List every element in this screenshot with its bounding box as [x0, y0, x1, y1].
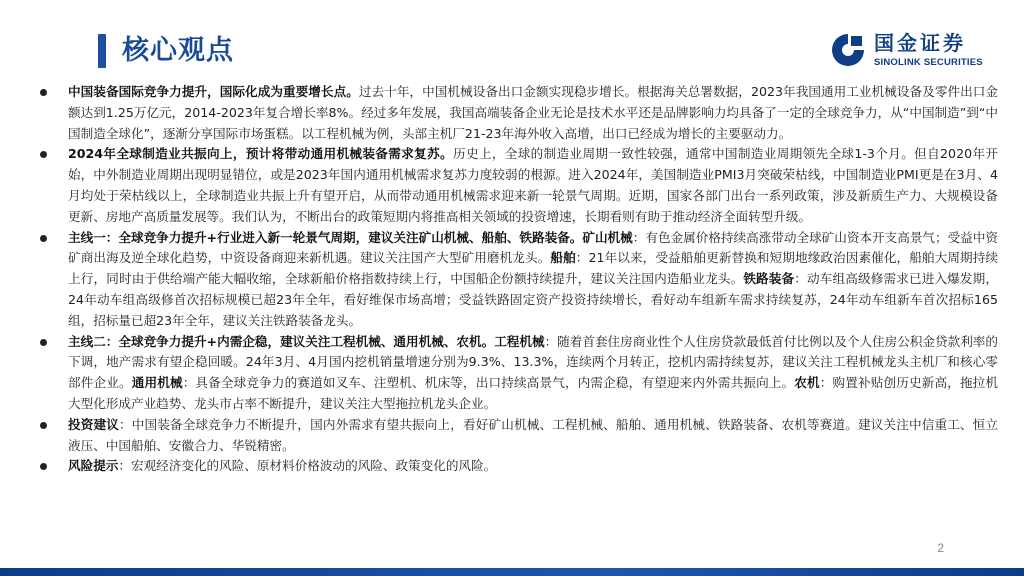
bullet-text [68, 332, 998, 415]
bullet-text [68, 82, 998, 144]
bullet-lead: 中国装备国际竞争力提升，国际化成为重要增长点。 [68, 84, 359, 99]
bullet-point-2 [36, 144, 998, 227]
sub-label: 船舶 [550, 250, 576, 266]
sinolink-logo-icon [830, 32, 866, 68]
bullet-body: 历史上，全球的制造业周期一致性较强，通常中国制造业周期领先全球1-3个月。但自2020年开始，中外制造业周期出现明显错位，或是2023年国内通用机械需求复苏力度较弱的根源。进入2024年，美国制造业PMI3月突破荣枯线，中国制造业PMI更是在3月、4月均处于荣枯线以上，全球制造业共振上升有望开启，从而带动通用机械需求迎来新一轮景气周期。近期，国家各部门出台一系列政策，涉及新质生产力、大规模设备更新、房地产高质量发展等。我们认为，不断出台的政策短期内将推高相关领域的投资增速，长期看则有助于推动经济全面转型升级。 [68, 146, 998, 224]
bullet-body: ：有色金属价格持续高涨带动全球矿山资本开支高景气；受益中资矿商出海及逆全球化趋势，中资设备商迎来新机遇。建议关注国产大型矿用磨机龙头。 [68, 229, 999, 266]
sub-text: ：具备全球竞争力的赛道如叉车、注塑机、机床等，出口持续高景气，内需企稳，有望迎来内外需共振向上。 [182, 375, 795, 391]
sub-text: ：动车组高级修需求已进入爆发期，24年动车组高级修首次招标规模已超23年全年，看好维保市场高增；受益铁路固定资产投资持续增长，看好动车组新车需求持续复苏，24年动车组新车首次招标165组，招标量已超23年全年，建议关注铁路装备龙头。 [68, 271, 999, 328]
bullet-dot [40, 463, 47, 470]
sub-label: 铁路装备 [743, 271, 795, 287]
bullet-point-1 [36, 82, 998, 144]
company-logo [830, 30, 1010, 74]
bullet-dot [40, 422, 47, 429]
sub-text: ：购置补贴创历史新高，拖拉机大型化形成产业趋势、龙头市占率不断提升，建议关注大型拖拉机龙头企业。 [68, 375, 999, 411]
bullet-dot [40, 89, 47, 96]
title-accent-bar [98, 34, 106, 68]
key-points-list [36, 82, 998, 477]
bullet-point-6 [36, 456, 998, 477]
bullet-text [68, 228, 998, 332]
bullet-lead: 2024年全球制造业共振向上，预计将带动通用机械装备需求复苏。 [68, 146, 453, 162]
bullet-lead: 风险提示 [68, 458, 119, 474]
footer-bar [0, 568, 1024, 576]
bullet-body: 过去十年，中国机械设备出口金额实现稳步增长。根据海关总署数据，2023年我国通用工业机械设备及零件出口金额达到1.25万亿元，2014-2023年复合增长率8%。经过多年发展，我国高端装备企业无论是技术水平还是品牌影响力均具备了一定的全球竞争力，从“中国制造”到“中国制造全球化”，逐渐分享国际市场蛋糕。以工程机械为例，头部主机厂21-23年海外收入高增，出口已经成为增长的主要驱动力。 [68, 84, 998, 141]
bullet-text [68, 415, 998, 457]
bullet-body: ：随着首套住房商业性个人住房贷款最低首付比例以及个人住房公积金贷款利率的下调，地产需求有望企稳回暖。24年3月、4月国内挖机销量增速分别为9.3%、13.3%，连续两个月转正，挖机内需持续复苏，建议关注工程机械龙头主机厂和核心零部件企业。 [68, 333, 998, 391]
bullet-body: ：中国装备全球竞争力不断提升，国内外需求有望共振向上，看好矿山机械、工程机械、船舶、通用机械、铁路装备、农机等赛道。建议关注中信重工、恒立液压、中国船舶、安徽合力、华锐精密。 [68, 416, 999, 453]
bullet-dot [40, 235, 47, 242]
bullet-text [68, 144, 998, 227]
slide-header [0, 0, 1024, 80]
bullet-dot [40, 151, 47, 158]
bullet-lead: 主线一：全球竞争力提升+行业进入新一轮景气周期，建议关注矿山机械、船舶、铁路装备。矿山机械 [68, 229, 633, 245]
page-title: 核心观点 [122, 35, 234, 66]
bullet-body: ：宏观经济变化的风险、原材料价格波动的风险、政策变化的风险。 [118, 458, 497, 474]
bullet-point-3 [36, 228, 998, 332]
logo-name-cn: 国金证券 [874, 31, 966, 55]
bullet-point-5 [36, 415, 998, 457]
sub-label: 农机 [794, 375, 820, 391]
bullet-text [68, 456, 998, 477]
sub-text: ：21年以来，受益船舶更新替换和短期地缘政治因素催化，船舶大周期持续上行，同时由于供给端产能大幅收缩，全球新船价格指数持续上行，中国船企份额持续提升，建议关注国内造船业龙头。 [68, 250, 998, 287]
bullet-point-4 [36, 332, 998, 415]
bullet-lead: 投资建议 [68, 416, 119, 432]
bullet-dot [40, 339, 47, 346]
logo-name-en: SINOLINK SECURITIES [874, 57, 983, 68]
bullet-lead: 主线二：全球竞争力提升+内需企稳，建议关注工程机械、通用机械、农机。工程机械 [68, 333, 545, 349]
page-number: 2 [937, 541, 944, 555]
sub-label: 通用机械 [131, 375, 183, 391]
